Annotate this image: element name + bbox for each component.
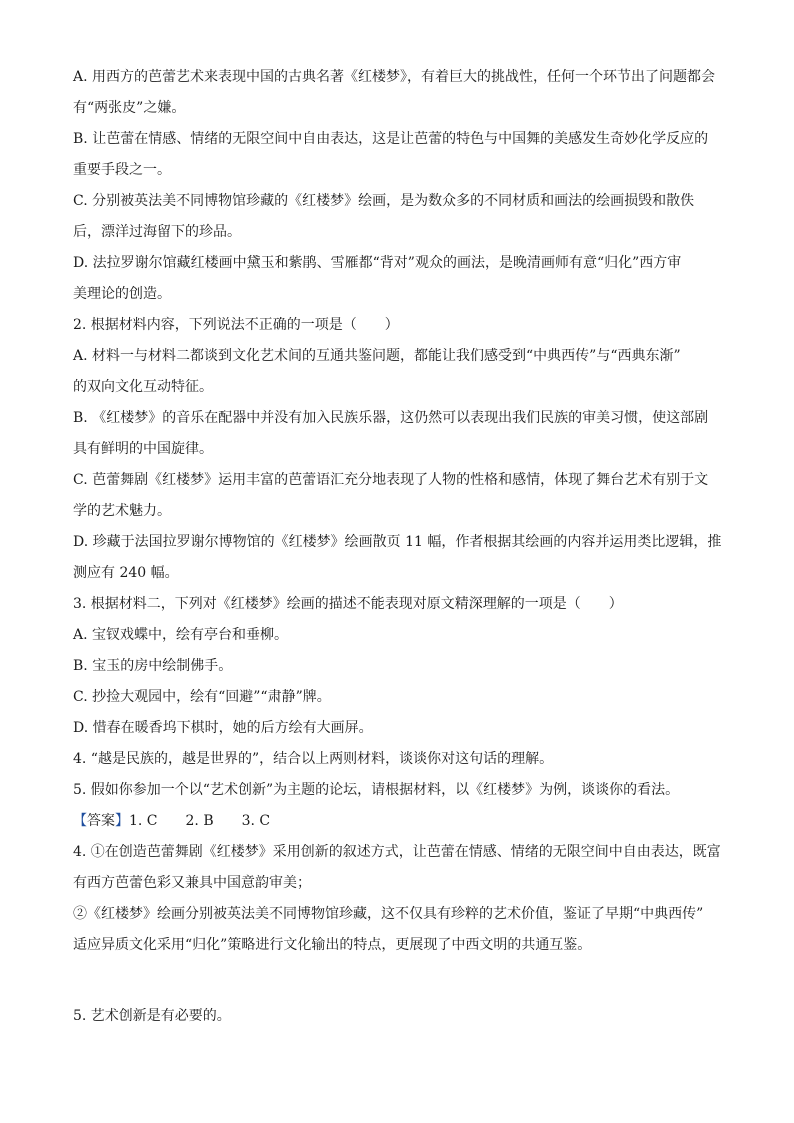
q1-option-b-line2: 重要手段之一。 xyxy=(73,162,171,178)
answer-4-point2-line2: 适应异质文化采用“归化”策略进行文化输出的特点，更展现了中西文明的共通互鉴。 xyxy=(73,937,592,953)
document-content xyxy=(73,62,733,1032)
answer-choices: 1. C 2. B 3. C xyxy=(129,813,271,829)
answer-4-point2-line1: ②《红楼梦》绘画分别被英法美不同博物馆珍藏，这不仅具有珍粹的艺术价值，鉴证了早期“中典西传” xyxy=(73,906,704,922)
answer-tag-open: 【 xyxy=(73,813,87,829)
q2-stem: 2. 根据材料内容，下列说法不正确的一项是（ ） xyxy=(73,317,399,333)
q1-option-c-line1: C. 分别被英法美不同博物馆珍藏的《红楼梦》绘画，是为数众多的不同材质和画法的绘画损毁和散佚 xyxy=(73,193,695,209)
answer-5: 5. 艺术创新是有必要的。 xyxy=(73,1008,231,1024)
q5-stem: 5. 假如你参加一个以“艺术创新”为主题的论坛，请根据材料，以《红楼梦》为例，谈谈你的看法。 xyxy=(73,782,680,798)
answer-4-point1-line2: 有西方芭蕾色彩又兼具中国意韵审美； xyxy=(73,875,311,891)
q2-option-a-line1: A. 材料一与材料二都谈到文化艺术间的互通共鉴问题，都能让我们感受到“中典西传”与“西典东渐” xyxy=(73,348,681,364)
answer-tag xyxy=(73,813,129,829)
answer-tag-close: 】 xyxy=(115,813,129,829)
q3-option-d: D. 惜春在暖香坞下棋时，她的后方绘有大画屏。 xyxy=(73,720,373,736)
q1-option-d-line1: D. 法拉罗谢尔馆藏红楼画中黛玉和紫鹃、雪雁都“背对”观众的画法，是晚清画师有意“归化”西方审 xyxy=(73,255,682,271)
q2-option-c-line2: 学的艺术魅力。 xyxy=(73,503,171,519)
q2-option-d-line2: 测应有 240 幅。 xyxy=(73,565,179,581)
q2-option-c-line1: C. 芭蕾舞剧《红楼梦》运用丰富的芭蕾语汇充分地表现了人物的性格和感情，体现了舞台艺术有别于文 xyxy=(73,472,709,488)
q2-option-d-line1: D. 珍藏于法国拉罗谢尔博物馆的《红楼梦》绘画散页 11 幅，作者根据其绘画的内容并运用类比逻辑，推 xyxy=(73,534,722,550)
q1-option-c-line2: 后，漂洋过海留下的珍品。 xyxy=(73,224,241,240)
q3-stem: 3. 根据材料二，下列对《红楼梦》绘画的描述不能表现对原文精深理解的一项是（ ） xyxy=(73,596,623,612)
q1-option-a-line2: 有“两张皮”之嫌。 xyxy=(73,100,186,116)
q1-option-b-line1: B. 让芭蕾在情感、情绪的无限空间中自由表达，这是让芭蕾的特色与中国舞的美感发生奇妙化学反应的 xyxy=(73,131,709,147)
q3-option-a: A. 宝钗戏蝶中，绘有亭台和垂柳。 xyxy=(73,627,289,643)
answer-choices-line xyxy=(73,806,733,837)
q1-option-d-line2: 美理论的创造。 xyxy=(73,286,171,302)
spacer xyxy=(73,961,733,1001)
q2-option-a-line2: 的双向文化互动特征。 xyxy=(73,379,213,395)
answer-tag-text: 答案 xyxy=(87,813,115,829)
q4-stem: 4. “越是民族的，越是世界的”，结合以上两则材料，谈谈你对这句话的理解。 xyxy=(73,751,554,767)
q2-option-b-line2: 具有鲜明的中国旋律。 xyxy=(73,441,213,457)
q2-option-b-line1: B. 《红楼梦》的音乐在配器中并没有加入民族乐器，这仍然可以表现出我们民族的审美习惯，使这部剧 xyxy=(73,410,709,426)
q3-option-c: C. 抄捡大观园中，绘有“回避”“肃静”牌。 xyxy=(73,689,331,705)
answer-4-point1-line1: 4. ①在创造芭蕾舞剧《红楼梦》采用创新的叙述方式，让芭蕾在情感、情绪的无限空间中自由表达，既富 xyxy=(73,844,721,860)
q3-option-b: B. 宝玉的房中绘制佛手。 xyxy=(73,658,233,674)
q1-option-a-line1: A. 用西方的芭蕾艺术来表现中国的古典名著《红楼梦》，有着巨大的挑战性，任何一个环节出了问题都会 xyxy=(73,69,716,85)
